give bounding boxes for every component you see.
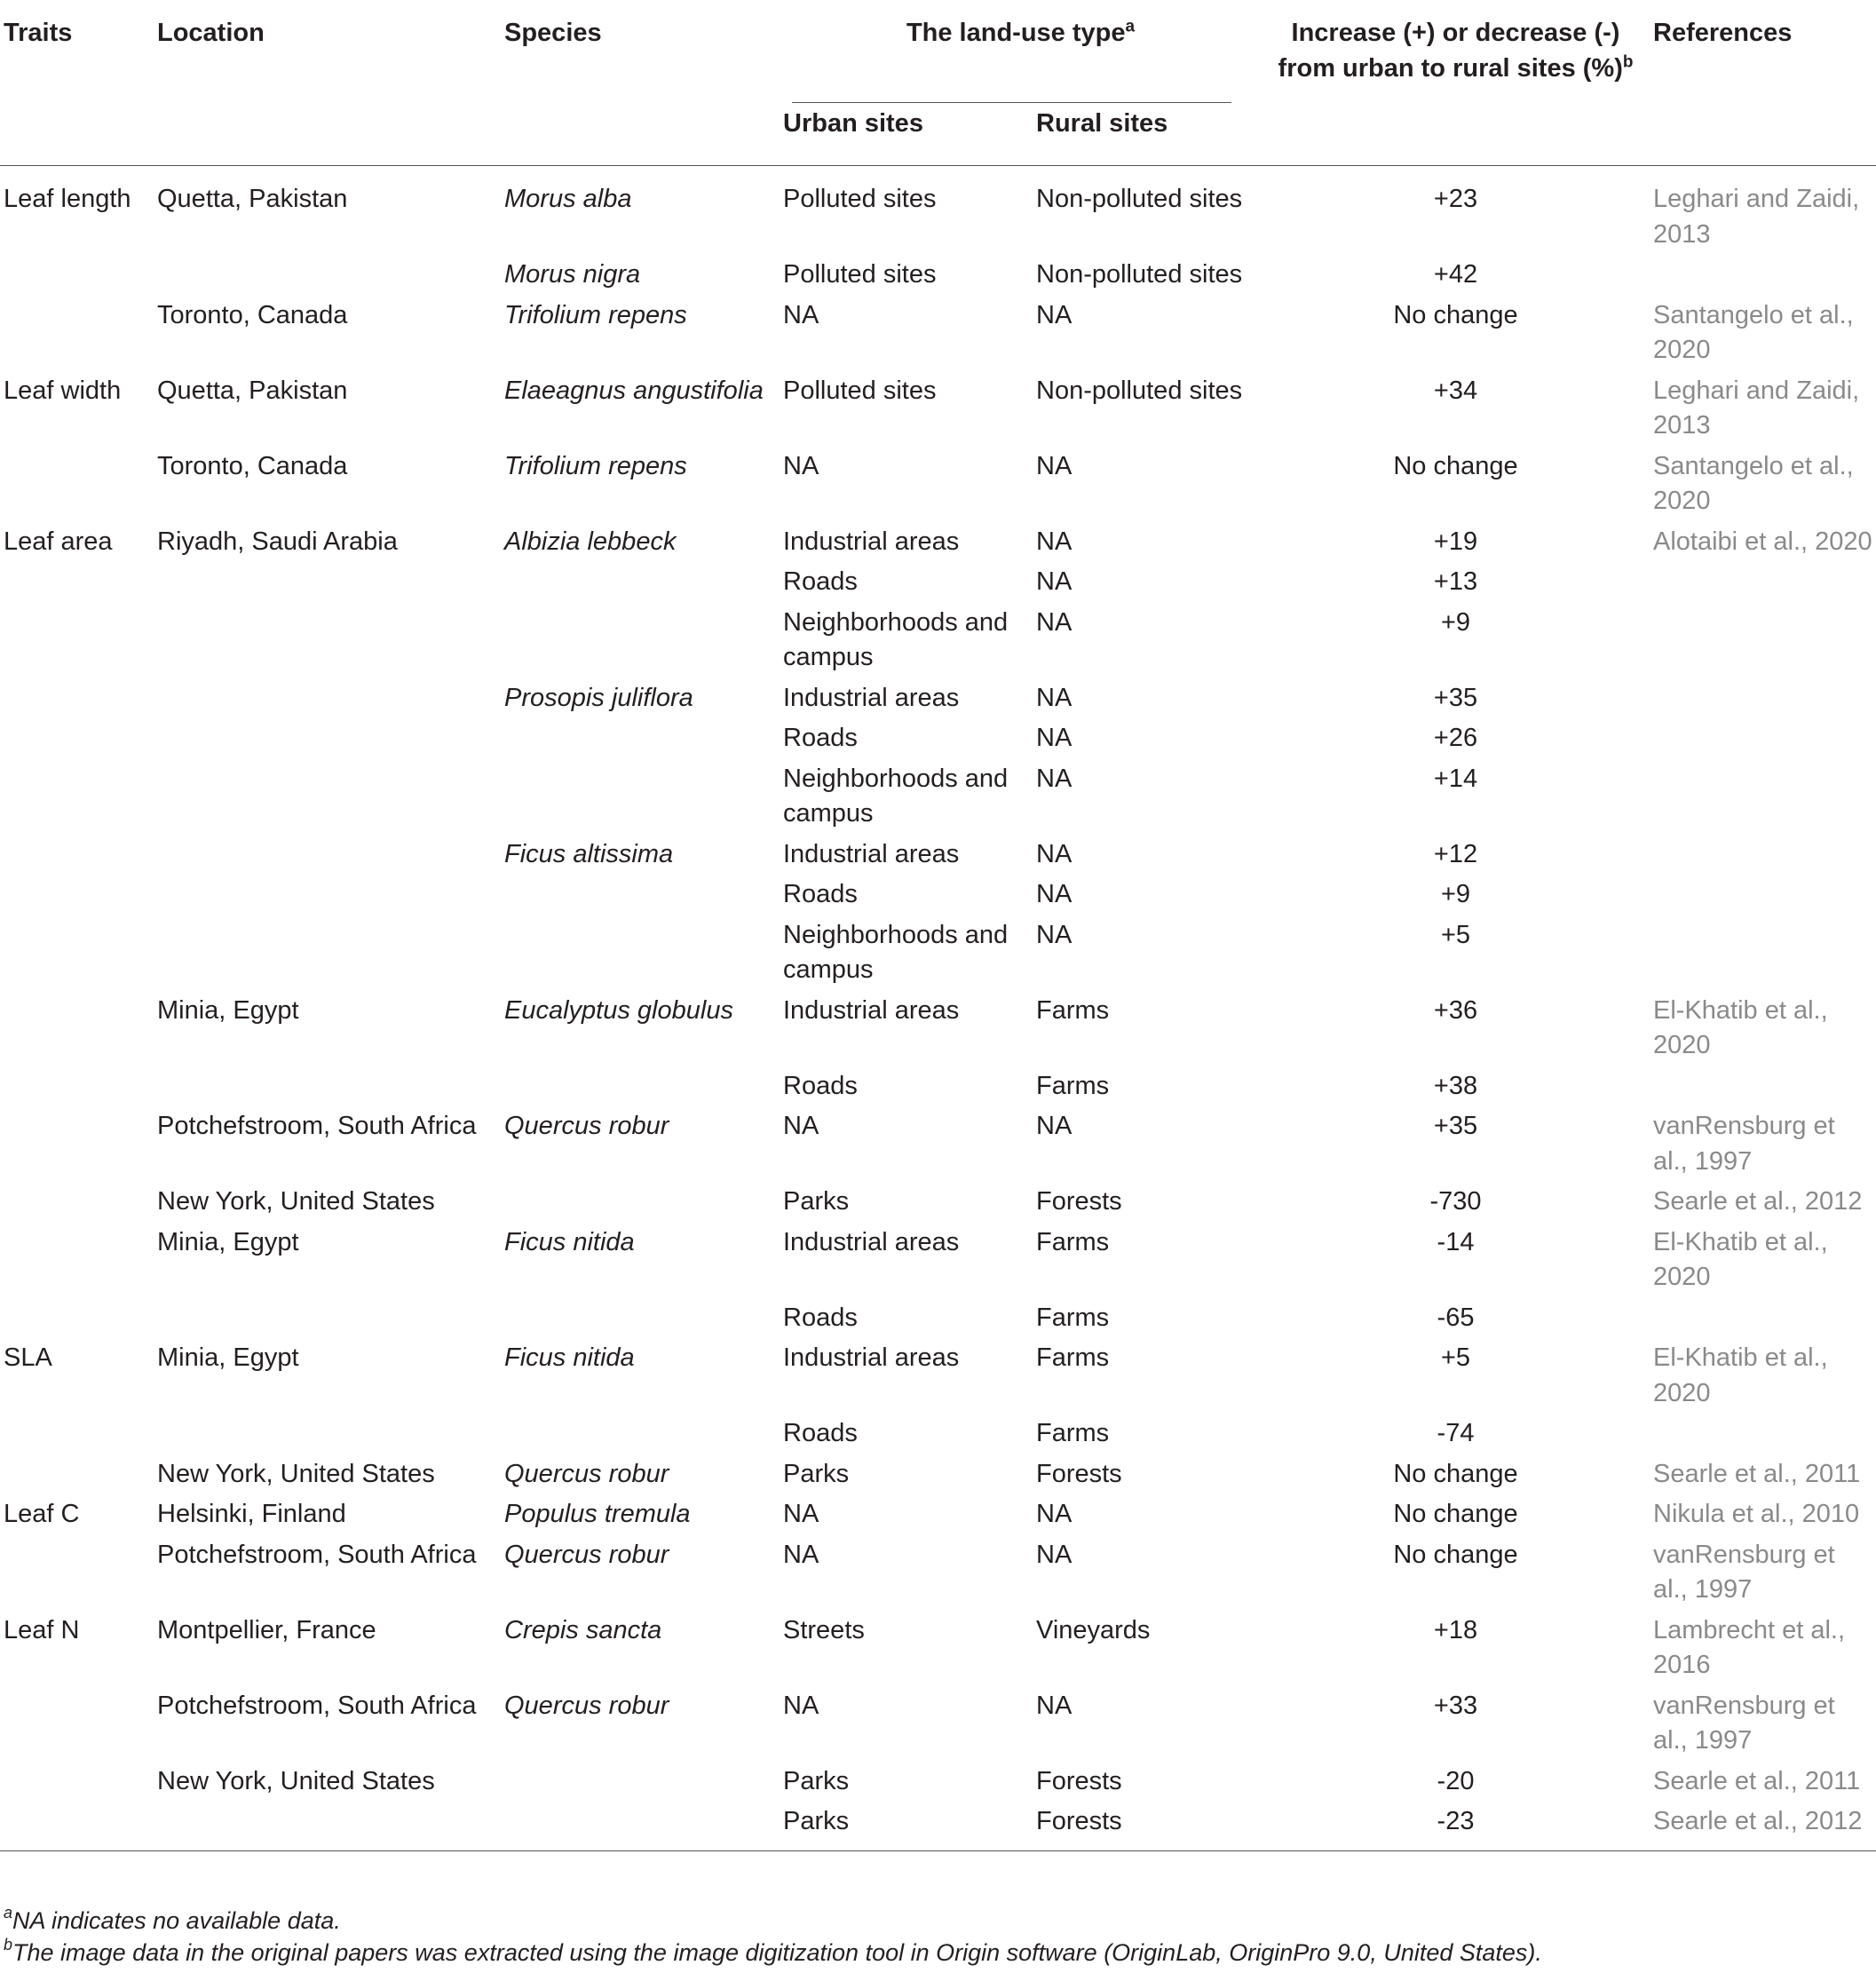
cell-change: +35 (1433, 1112, 1478, 1140)
cell-reference (1653, 606, 1876, 681)
cell-urban-site: Industrial areas (783, 1343, 960, 1372)
header-urban-sites: Urban sites (783, 109, 923, 138)
table-row (0, 1804, 1876, 1850)
cell-trait (0, 918, 157, 994)
cell-trait: Leaf length (4, 185, 131, 213)
cell-reference (1653, 721, 1876, 762)
footnotes (4, 1905, 1542, 1969)
cell-reference: Lambrecht et al., 2016 (1653, 1615, 1845, 1679)
cell-trait (0, 1689, 157, 1764)
table-row (0, 606, 1876, 681)
header-change-line1: Increase (+) or decrease (-) (1291, 19, 1620, 47)
cell-reference: Searle et al., 2011 (1653, 1766, 1861, 1795)
cell-rural-site: Non-polluted sites (1036, 376, 1243, 405)
cell-urban-site: NA (783, 451, 819, 480)
cell-urban-site: Parks (783, 1187, 850, 1216)
cell-location (157, 1804, 504, 1850)
cell-species: Prosopis juliflora (504, 683, 693, 712)
cell-location: New York, United States (157, 1459, 435, 1488)
cell-reference (1653, 681, 1876, 722)
cell-trait (0, 1538, 157, 1613)
table-row (0, 721, 1876, 762)
cell-rural-site: NA (1036, 1540, 1073, 1569)
cell-urban-site: Neighborhoods and campus (783, 607, 1009, 671)
cell-rural-site: Farms (1036, 1419, 1110, 1447)
cell-trait (0, 994, 157, 1069)
table-row (0, 1109, 1876, 1185)
cell-change: +38 (1433, 1071, 1478, 1100)
cell-rural-site: Farms (1036, 1227, 1110, 1256)
cell-rural-site: NA (1036, 567, 1073, 596)
cell-species (504, 565, 783, 606)
cell-change: -65 (1437, 1303, 1475, 1332)
cell-location: Minia, Egypt (157, 1343, 299, 1372)
table-row (0, 525, 1876, 566)
cell-change: +18 (1433, 1615, 1478, 1644)
cell-reference: El-Khatib et al., 2020 (1653, 1343, 1828, 1407)
cell-change: -14 (1437, 1227, 1475, 1256)
cell-location: Toronto, Canada (157, 451, 348, 480)
cell-reference: Santangelo et al., 2020 (1653, 300, 1854, 364)
cell-location (157, 565, 504, 606)
cell-trait (0, 1225, 157, 1301)
cell-trait (0, 1109, 157, 1185)
cell-species: Albizia lebbeck (504, 527, 677, 556)
cell-rural-site: Forests (1036, 1187, 1122, 1216)
table-row (0, 1457, 1876, 1498)
cell-species: Quercus robur (504, 1112, 669, 1140)
cell-urban-site: NA (783, 1540, 819, 1569)
cell-rural-site: Farms (1036, 1343, 1110, 1372)
cell-reference (1653, 877, 1876, 918)
cell-change: No change (1393, 451, 1518, 480)
cell-reference: vanRensburg et al., 1997 (1653, 1691, 1835, 1755)
cell-change: -20 (1437, 1766, 1475, 1795)
cell-location (157, 918, 504, 994)
cell-reference: vanRensburg et al., 1997 (1653, 1112, 1835, 1176)
footnote-b-mark: b (4, 1936, 13, 1953)
cell-location: Potchefstroom, South Africa (157, 1112, 477, 1140)
cell-species: Quercus robur (504, 1540, 669, 1569)
cell-reference: Alotaibi et al., 2020 (1653, 527, 1872, 556)
header-change-sup: b (1622, 52, 1634, 71)
cell-change: No change (1393, 1540, 1518, 1569)
cell-rural-site: NA (1036, 764, 1073, 793)
cell-rural-site: Farms (1036, 995, 1110, 1025)
table-row (0, 449, 1876, 525)
cell-rural-site: Forests (1036, 1807, 1122, 1835)
cell-urban-site: NA (783, 300, 819, 329)
cell-trait (0, 449, 157, 525)
cell-trait: Leaf width (4, 376, 122, 405)
cell-urban-site: Roads (783, 1419, 858, 1447)
cell-urban-site: Parks (783, 1459, 850, 1488)
table-row (0, 1497, 1876, 1538)
cell-reference (1653, 258, 1876, 298)
header-land-use-label: The land-use type (906, 19, 1126, 47)
cell-trait: Leaf area (4, 527, 113, 556)
cell-species: Populus tremula (504, 1500, 691, 1528)
cell-species: Elaeagnus angustifolia (504, 376, 764, 405)
cell-change: +36 (1433, 995, 1478, 1025)
table-row (0, 565, 1876, 606)
cell-location: New York, United States (157, 1766, 435, 1795)
cell-species (504, 1301, 783, 1342)
cell-rural-site: Forests (1036, 1459, 1122, 1488)
cell-location (157, 837, 504, 878)
header-rural-sites: Rural sites (1036, 109, 1168, 138)
footnote-b (4, 1937, 1542, 1969)
header-location: Location (157, 19, 265, 47)
cell-location (157, 762, 504, 837)
cell-rural-site: NA (1036, 724, 1073, 752)
cell-location (157, 258, 504, 298)
cell-rural-site: NA (1036, 451, 1073, 480)
table-header (0, 0, 1876, 166)
cell-location: Potchefstroom, South Africa (157, 1691, 477, 1720)
cell-rural-site: NA (1036, 920, 1073, 949)
cell-trait (0, 1764, 157, 1805)
cell-rural-site: NA (1036, 527, 1073, 556)
cell-reference (1653, 1069, 1876, 1110)
table-row (0, 918, 1876, 994)
cell-species (504, 1416, 783, 1457)
cell-species: Quercus robur (504, 1691, 669, 1720)
cell-urban-site: Parks (783, 1766, 850, 1795)
header-species: Species (504, 19, 602, 47)
cell-trait (0, 1069, 157, 1110)
cell-reference: El-Khatib et al., 2020 (1653, 995, 1828, 1059)
header-references: References (1653, 19, 1793, 47)
table-row (0, 1416, 1876, 1457)
cell-change: +42 (1433, 260, 1478, 289)
cell-urban-site: Industrial areas (783, 1227, 960, 1256)
cell-location: Toronto, Canada (157, 300, 348, 329)
cell-rural-site: Vineyards (1036, 1615, 1151, 1644)
cell-reference (1653, 918, 1876, 994)
cell-species: Ficus nitida (504, 1227, 635, 1256)
cell-change: +35 (1433, 683, 1478, 712)
cell-species (504, 1185, 783, 1225)
cell-location: New York, United States (157, 1187, 435, 1216)
cell-trait (0, 606, 157, 681)
header-change-line2: from urban to rural sites (%) (1278, 53, 1623, 83)
table-row (0, 1301, 1876, 1342)
header-land-use-sup: a (1125, 17, 1136, 36)
table-body (0, 166, 1876, 1851)
table-row (0, 1613, 1876, 1689)
cell-rural-site: NA (1036, 1112, 1073, 1140)
cell-change: +9 (1440, 607, 1471, 637)
cell-change: -23 (1437, 1807, 1475, 1835)
cell-location: Riyadh, Saudi Arabia (157, 527, 398, 556)
cell-reference (1653, 1416, 1876, 1457)
cell-location (157, 877, 504, 918)
cell-change: No change (1393, 1459, 1518, 1488)
cell-trait: Leaf N (4, 1615, 80, 1644)
cell-species (504, 1069, 783, 1110)
cell-change: +5 (1440, 920, 1471, 949)
cell-rural-site: NA (1036, 880, 1073, 908)
cell-reference (1653, 762, 1876, 837)
cell-rural-site: Forests (1036, 1766, 1122, 1795)
cell-reference: vanRensburg et al., 1997 (1653, 1540, 1835, 1604)
cell-reference: Leghari and Zaidi, 2013 (1653, 376, 1860, 440)
cell-trait (0, 1301, 157, 1342)
cell-change: -730 (1429, 1187, 1482, 1216)
table-row (0, 1764, 1876, 1805)
table-row (0, 994, 1876, 1069)
cell-urban-site: NA (783, 1691, 819, 1720)
cell-urban-site: Industrial areas (783, 527, 960, 556)
cell-location (157, 721, 504, 762)
cell-species (504, 1764, 783, 1805)
table-row (0, 877, 1876, 918)
cell-trait: Leaf C (4, 1500, 80, 1528)
cell-urban-site: Roads (783, 1071, 858, 1100)
cell-urban-site: Neighborhoods and campus (783, 920, 1009, 984)
cell-reference (1653, 565, 1876, 606)
cell-urban-site: Polluted sites (783, 376, 937, 405)
cell-location (157, 1301, 504, 1342)
header-traits: Traits (4, 19, 73, 47)
cell-species (504, 606, 783, 681)
cell-location: Montpellier, France (157, 1615, 376, 1644)
cell-trait (0, 877, 157, 918)
table-row (0, 1185, 1876, 1225)
cell-reference: Searle et al., 2011 (1653, 1459, 1861, 1488)
cell-reference: Leghari and Zaidi, 2013 (1653, 185, 1860, 249)
cell-change: +23 (1433, 185, 1478, 213)
cell-trait (0, 1185, 157, 1225)
cell-reference (1653, 837, 1876, 878)
cell-species: Ficus altissima (504, 839, 674, 868)
cell-rural-site: Farms (1036, 1303, 1110, 1332)
table-row (0, 298, 1876, 374)
cell-reference: Searle et al., 2012 (1653, 1187, 1863, 1216)
cell-urban-site: Industrial areas (783, 995, 960, 1025)
cell-urban-site: Roads (783, 724, 858, 752)
cell-urban-site: Polluted sites (783, 260, 937, 289)
cell-location: Potchefstroom, South Africa (157, 1540, 477, 1569)
cell-urban-site: Parks (783, 1807, 850, 1835)
cell-location: Quetta, Pakistan (157, 376, 348, 405)
cell-trait: SLA (4, 1343, 52, 1372)
cell-rural-site: NA (1036, 683, 1073, 712)
cell-rural-site: NA (1036, 607, 1073, 637)
cell-reference: Santangelo et al., 2020 (1653, 451, 1854, 515)
cell-location (157, 1416, 504, 1457)
cell-rural-site: Farms (1036, 1071, 1110, 1100)
cell-species: Trifolium repens (504, 451, 687, 480)
cell-species: Morus alba (504, 185, 632, 213)
cell-urban-site: Industrial areas (783, 683, 960, 712)
cell-change: No change (1393, 1500, 1518, 1528)
cell-species (504, 918, 783, 994)
cell-urban-site: Industrial areas (783, 839, 960, 868)
footnote-a-mark: a (4, 1904, 13, 1921)
cell-species: Crepis sancta (504, 1615, 662, 1644)
cell-change: +19 (1433, 527, 1478, 556)
cell-species: Morus nigra (504, 260, 641, 289)
cell-change: +26 (1433, 724, 1478, 752)
cell-reference (1653, 1301, 1876, 1342)
cell-change: +9 (1440, 880, 1471, 908)
cell-species: Quercus robur (504, 1459, 669, 1488)
cell-urban-site: Neighborhoods and campus (783, 764, 1009, 828)
cell-location (157, 606, 504, 681)
cell-trait (0, 1416, 157, 1457)
header-change (1258, 0, 1653, 166)
cell-location: Quetta, Pakistan (157, 185, 348, 213)
cell-rural-site: NA (1036, 1691, 1073, 1720)
cell-trait (0, 565, 157, 606)
table-row (0, 166, 1876, 258)
cell-rural-site: Non-polluted sites (1036, 185, 1243, 213)
footnote-a-text: NA indicates no available data. (12, 1907, 341, 1934)
cell-trait (0, 762, 157, 837)
cell-rural-site: Non-polluted sites (1036, 260, 1243, 289)
cell-trait (0, 837, 157, 878)
cell-change: +14 (1433, 764, 1478, 793)
table-row (0, 1069, 1876, 1110)
table-row (0, 374, 1876, 449)
cell-species (504, 1804, 783, 1850)
cell-change: No change (1393, 300, 1518, 329)
cell-trait (0, 1457, 157, 1498)
cell-reference: El-Khatib et al., 2020 (1653, 1227, 1828, 1291)
cell-trait (0, 298, 157, 374)
table-row (0, 1341, 1876, 1416)
cell-urban-site: NA (783, 1500, 819, 1528)
footnote-a (4, 1905, 1542, 1937)
cell-urban-site: Roads (783, 1303, 858, 1332)
cell-rural-site: NA (1036, 839, 1073, 868)
cell-change: +13 (1433, 567, 1478, 596)
cell-species: Trifolium repens (504, 300, 687, 329)
cell-location (157, 1069, 504, 1110)
table-row (0, 837, 1876, 878)
table-row (0, 762, 1876, 837)
table-row (0, 1689, 1876, 1764)
header-land-use (783, 0, 1258, 103)
cell-rural-site: NA (1036, 1500, 1073, 1528)
cell-reference: Searle et al., 2012 (1653, 1807, 1863, 1835)
header-land-use-rule (792, 102, 1231, 103)
cell-species (504, 762, 783, 837)
cell-change: +12 (1433, 839, 1478, 868)
cell-urban-site: Streets (783, 1615, 865, 1644)
cell-trait (0, 721, 157, 762)
cell-location: Minia, Egypt (157, 1227, 299, 1256)
cell-urban-site: Polluted sites (783, 185, 937, 213)
cell-urban-site: NA (783, 1112, 819, 1140)
cell-location: Minia, Egypt (157, 995, 299, 1025)
cell-species (504, 721, 783, 762)
cell-trait (0, 258, 157, 298)
table-row (0, 1538, 1876, 1613)
cell-location: Helsinki, Finland (157, 1500, 346, 1528)
cell-trait (0, 1804, 157, 1850)
table-row (0, 1225, 1876, 1301)
footnote-b-text: The image data in the original papers was extracted using the image digitization tool in Origin software (OriginLab, OriginPro 9.0, United States). (12, 1939, 1542, 1966)
table-row (0, 258, 1876, 298)
cell-species: Eucalyptus globulus (504, 995, 733, 1025)
table-row (0, 681, 1876, 722)
cell-change: +5 (1440, 1343, 1471, 1372)
cell-urban-site: Roads (783, 567, 858, 596)
cell-change: +34 (1433, 376, 1478, 405)
cell-species: Ficus nitida (504, 1343, 635, 1372)
cell-reference: Nikula et al., 2010 (1653, 1500, 1860, 1528)
cell-change: -74 (1437, 1419, 1475, 1447)
cell-trait (0, 681, 157, 722)
cell-urban-site: Roads (783, 880, 858, 908)
cell-species (504, 877, 783, 918)
cell-change: +33 (1433, 1691, 1478, 1720)
cell-rural-site: NA (1036, 300, 1073, 329)
cell-location (157, 681, 504, 722)
